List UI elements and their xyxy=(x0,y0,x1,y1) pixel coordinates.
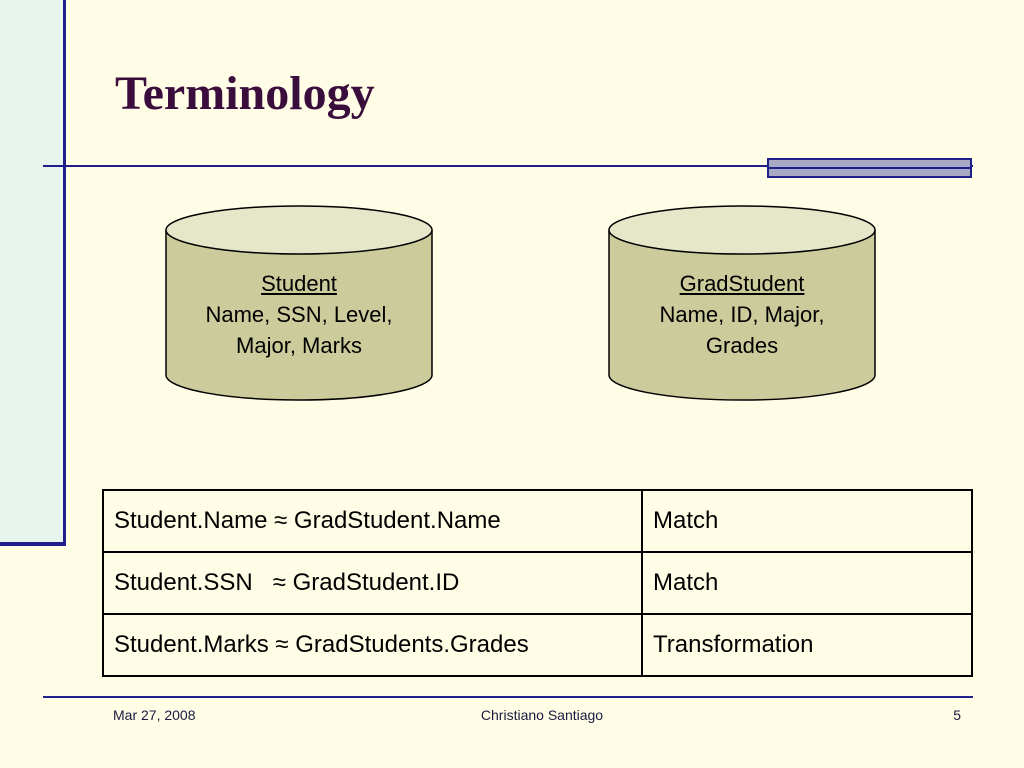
mapping-pair-cell: Student.Name ≈ GradStudent.Name xyxy=(103,490,642,552)
footer-author: Christiano Santiago xyxy=(480,707,604,723)
mapping-kind-cell: Match xyxy=(642,552,972,614)
student-attributes-line1: Name, SSN, Level, xyxy=(205,302,393,327)
student-attributes-line2: Major, Marks xyxy=(236,333,362,358)
mapping-pair-cell: Student.Marks ≈ GradStudents.Grades xyxy=(103,614,642,676)
gradstudent-attributes-line1: Name, ID, Major, xyxy=(659,302,825,327)
gradstudent-entity-name: GradStudent xyxy=(679,271,805,296)
table-row xyxy=(103,490,972,552)
student-entity-name: Student xyxy=(261,271,337,296)
gradstudent-database-cylinder xyxy=(607,203,877,403)
student-database-cylinder xyxy=(164,203,434,403)
table-row xyxy=(103,614,972,676)
mapping-kind-cell: Transformation xyxy=(642,614,972,676)
footer-date: Mar 27, 2008 xyxy=(113,707,196,723)
gradstudent-attributes-line2: Grades xyxy=(705,333,779,358)
slide-title: Terminology xyxy=(115,67,375,120)
footer-divider-line xyxy=(43,696,973,698)
mapping-kind-cell: Match xyxy=(642,490,972,552)
mapping-table xyxy=(102,489,973,677)
title-divider-accent-line xyxy=(769,167,970,169)
title-divider-accent xyxy=(767,158,972,178)
side-decoration-bar xyxy=(0,0,66,546)
mapping-pair-cell: Student.SSN ≈ GradStudent.ID xyxy=(103,552,642,614)
table-row xyxy=(103,552,972,614)
page-number: 5 xyxy=(953,707,961,723)
